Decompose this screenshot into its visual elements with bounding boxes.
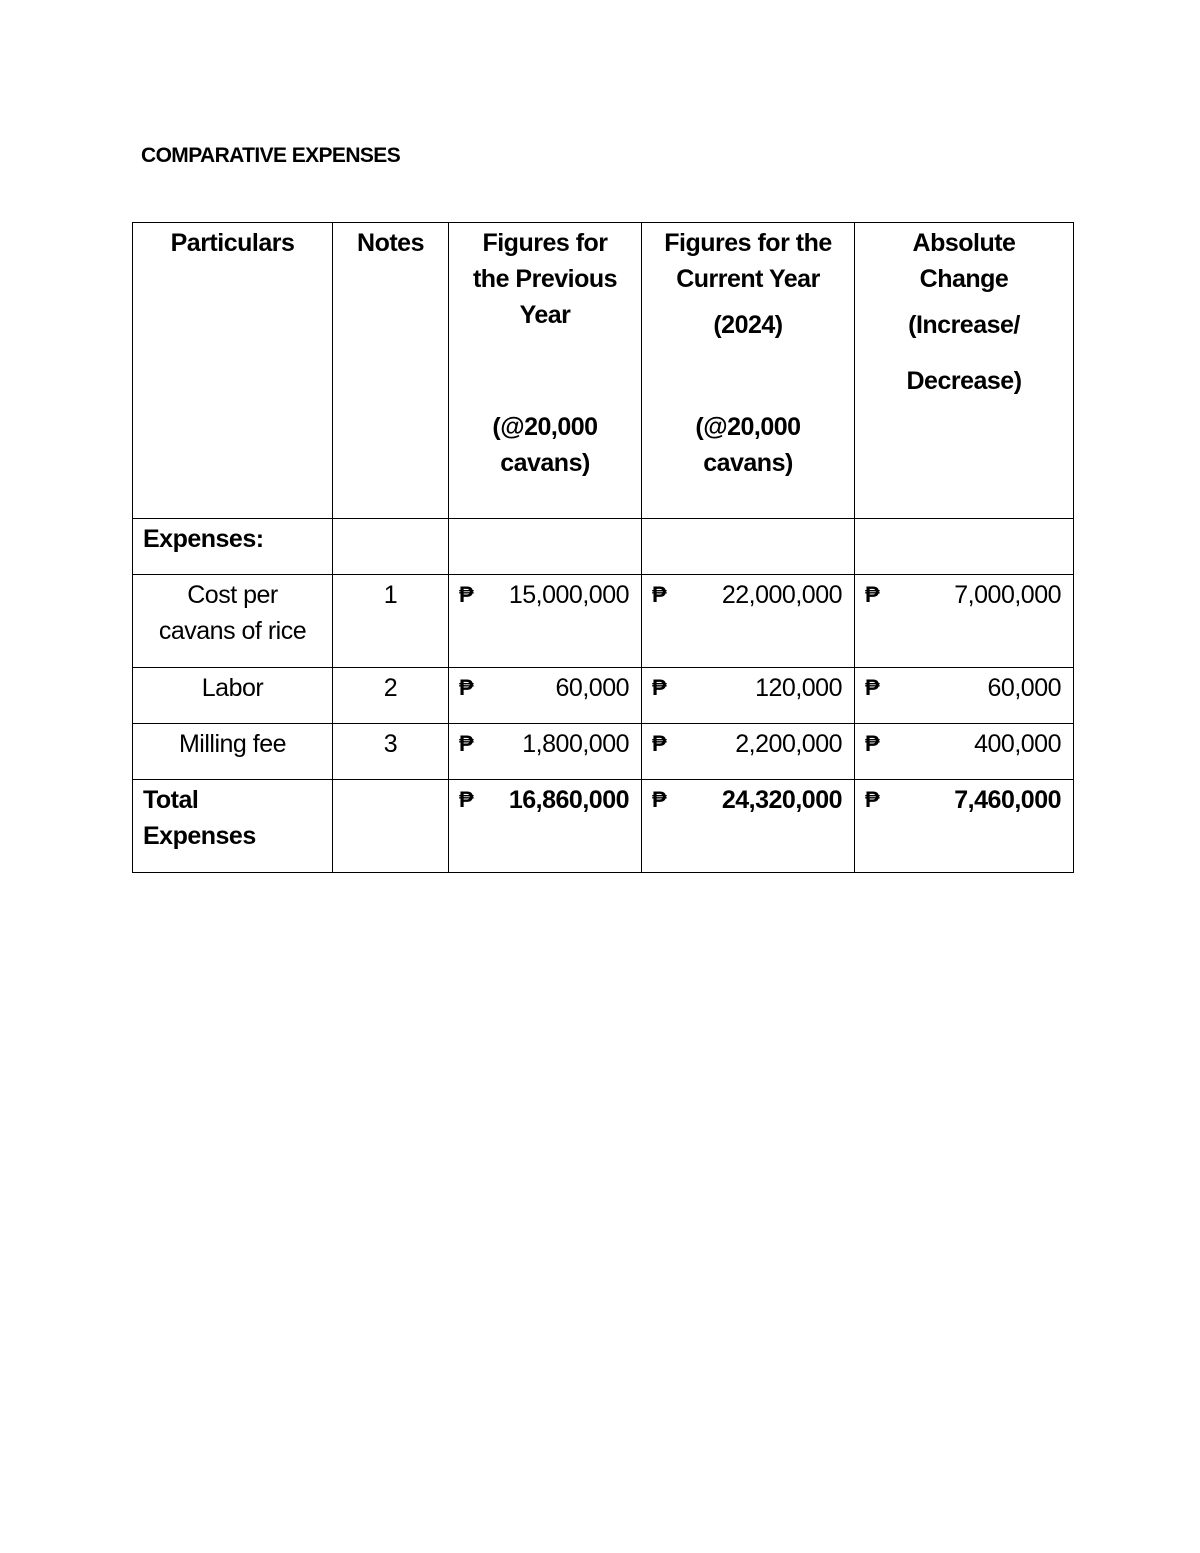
peso-icon: ₱	[459, 731, 474, 756]
row-note: 1	[333, 575, 449, 668]
total-curr-amount: ₱ 24,320,000	[642, 780, 855, 873]
row-curr-amount: ₱ 120,000	[642, 668, 855, 724]
peso-icon: ₱	[865, 787, 880, 812]
peso-icon: ₱	[652, 675, 667, 700]
peso-icon: ₱	[652, 787, 667, 812]
table-row	[133, 668, 1074, 724]
row-label: Labor	[133, 668, 333, 724]
peso-icon: ₱	[865, 675, 880, 700]
row-note: 3	[333, 724, 449, 780]
row-note: 2	[333, 668, 449, 724]
header-particulars: Particulars	[133, 223, 333, 519]
row-change-amount: ₱ 400,000	[855, 724, 1074, 780]
peso-icon: ₱	[459, 582, 474, 607]
peso-icon: ₱	[459, 787, 474, 812]
total-change-amount: ₱ 7,460,000	[855, 780, 1074, 873]
row-curr-amount: ₱ 22,000,000	[642, 575, 855, 668]
comparative-expenses-table	[132, 222, 1074, 873]
peso-icon: ₱	[865, 731, 880, 756]
table-row	[133, 575, 1074, 668]
expenses-section-row	[133, 519, 1074, 575]
expenses-section-label: Expenses:	[133, 519, 333, 575]
row-curr-amount: ₱ 2,200,000	[642, 724, 855, 780]
row-prev-amount: ₱ 15,000,000	[449, 575, 642, 668]
table-row	[133, 724, 1074, 780]
header-current-year: Figures for the Current Year (2024) (@20,000 cavans)	[642, 223, 855, 519]
total-label: Total Expenses	[133, 780, 333, 873]
peso-icon: ₱	[459, 675, 474, 700]
header-previous-year: Figures for the Previous Year (@20,000 cavans)	[449, 223, 642, 519]
total-prev-amount: ₱ 16,860,000	[449, 780, 642, 873]
peso-icon: ₱	[865, 582, 880, 607]
row-prev-amount: ₱ 60,000	[449, 668, 642, 724]
header-notes: Notes	[333, 223, 449, 519]
header-row	[133, 223, 1074, 519]
total-row	[133, 780, 1074, 873]
header-absolute-change: Absolute Change (Increase/ Decrease)	[855, 223, 1074, 519]
peso-icon: ₱	[652, 582, 667, 607]
row-change-amount: ₱ 60,000	[855, 668, 1074, 724]
row-prev-amount: ₱ 1,800,000	[449, 724, 642, 780]
row-label: Milling fee	[133, 724, 333, 780]
row-label: Cost per cavans of rice	[133, 575, 333, 668]
row-change-amount: ₱ 7,000,000	[855, 575, 1074, 668]
document-title: COMPARATIVE EXPENSES	[141, 144, 401, 167]
peso-icon: ₱	[652, 731, 667, 756]
